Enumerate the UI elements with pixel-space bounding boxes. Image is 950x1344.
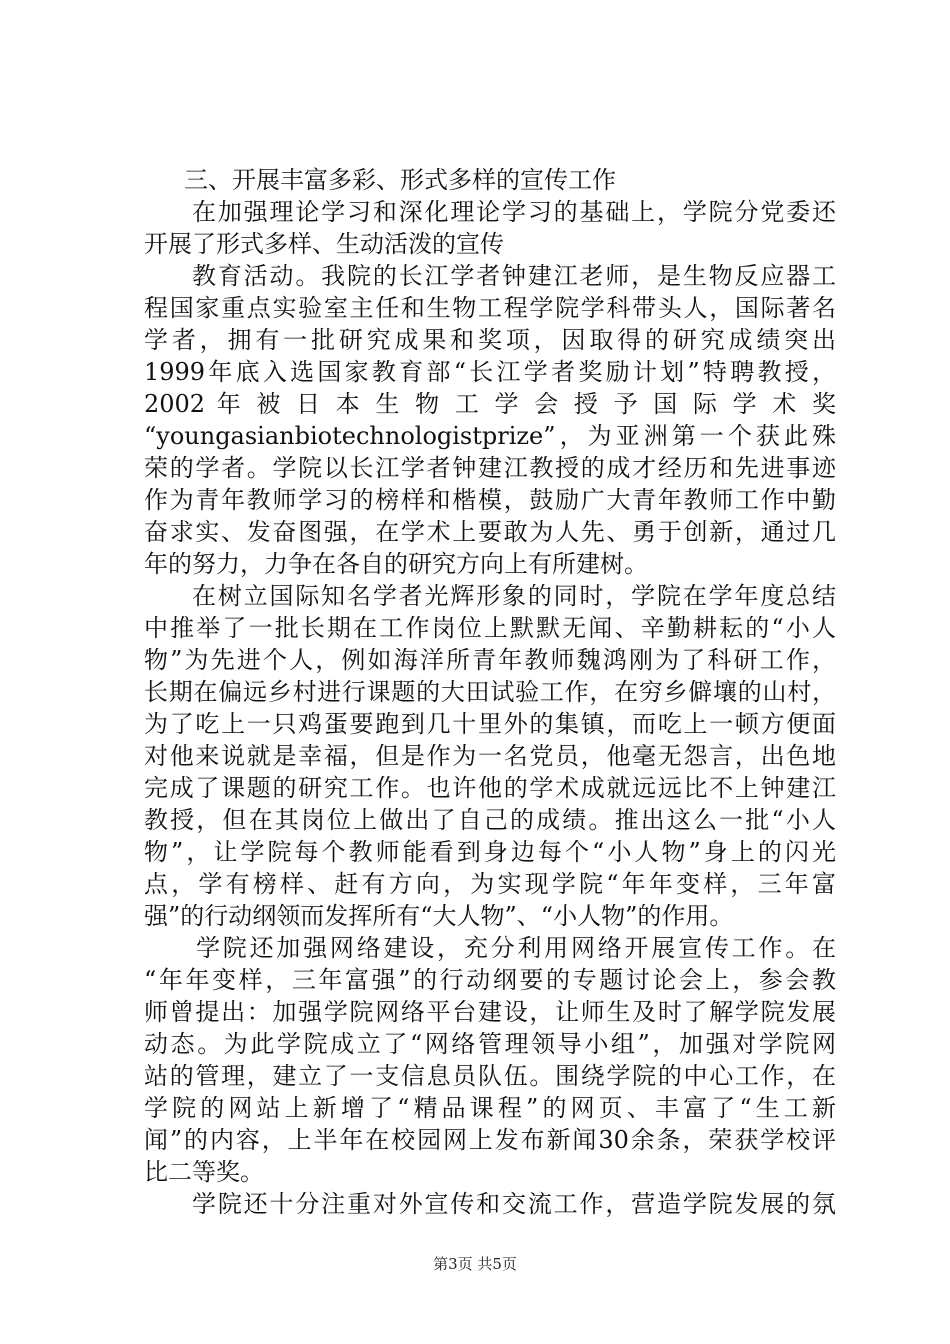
paragraph-line: 长期在偏远乡村进行课题的大田试验工作，在穷乡僻壤的山村， (144, 678, 836, 706)
paragraph-line: 为了吃上一只鸡蛋要跑到几十里外的集镇，而吃上一顿方便面 (144, 710, 836, 738)
paragraph-line: 动态。为此学院成立了“网络管理领导小组”，加强对学院网 (144, 1030, 836, 1058)
paragraph-line: 物”为先进个人，例如海洋所青年教师魏鸿刚为了科研工作， (144, 646, 836, 674)
paragraph-line: 学院还加强网络建设，充分利用网络开展宣传工作。在 (196, 934, 836, 962)
paragraph-line: 中推举了一批长期在工作岗位上默默无闻、辛勤耕耘的“小人 (144, 614, 836, 642)
page-footer: 第3页 共5页 (433, 1255, 517, 1273)
paragraph-line: “youngasianbiotechnologistprize”，为亚洲第一个获此殊 (144, 422, 836, 450)
paragraph-line: 比二等奖。 (144, 1158, 264, 1186)
paragraph-line: 学院的网站上新增了“精品课程”的网页、丰富了“生工新 (144, 1094, 836, 1122)
paragraph-line: 完成了课题的研究工作。也许他的学术成就远远比不上钟建江 (144, 774, 836, 802)
paragraph-line: 学院还十分注重对外宣传和交流工作，营造学院发展的氛 (192, 1190, 836, 1218)
paragraph-line: 程国家重点实验室主任和生物工程学院学科带头人，国际著名 (144, 294, 836, 322)
paragraph-line: 点，学有榜样、赶有方向，为实现学院“年年变样，三年富 (144, 870, 836, 898)
paragraph-line: 教育活动。我院的长江学者钟建江老师，是生物反应器工 (192, 262, 836, 290)
paragraph-line: 站的管理，建立了一支信息员队伍。围绕学院的中心工作，在 (144, 1062, 836, 1090)
paragraph-line: 在树立国际知名学者光辉形象的同时，学院在学年度总结 (192, 582, 836, 610)
paragraph-line: 作为青年教师学习的榜样和楷模，鼓励广大青年教师工作中勤 (144, 486, 836, 514)
section-heading: 三、开展丰富多彩、形式多样的宣传工作 (184, 166, 616, 194)
paragraph-line: 开展了形式多样、生动活泼的宣传 (144, 230, 504, 258)
paragraph-line: 教授，但在其岗位上做出了自己的成绩。推出这么一批“小人 (144, 806, 836, 834)
paragraph-line: 闻”的内容，上半年在校园网上发布新闻30余条，荣获学校评 (144, 1126, 836, 1154)
paragraph-line: 对他来说就是幸福，但是作为一名党员，他毫无怨言，出色地 (144, 742, 836, 770)
paragraph-line: 师曾提出：加强学院网络平台建设，让师生及时了解学院发展 (144, 998, 836, 1026)
paragraph-line: 1999年底入选国家教育部“长江学者奖励计划”特聘教授， (144, 358, 836, 386)
paragraph-line: 2002 年 被 日 本 生 物 工 学 会 授 予 国 际 学 术 奖 (144, 390, 836, 418)
paragraph-line: 荣的学者。学院以长江学者钟建江教授的成才经历和先进事迹 (144, 454, 836, 482)
paragraph-line: 强”的行动纲领而发挥所有“大人物”、“小人物”的作用。 (144, 902, 734, 930)
paragraph-line: 年的努力，力争在各自的研究方向上有所建树。 (144, 550, 648, 578)
paragraph-line: 奋求实、发奋图强，在学术上要敢为人先、勇于创新，通过几 (144, 518, 836, 546)
paragraph-line: 物”，让学院每个教师能看到身边每个“小人物”身上的闪光 (144, 838, 836, 866)
paragraph-line: 在加强理论学习和深化理论学习的基础上，学院分党委还 (192, 198, 836, 226)
paragraph-line: “年年变样，三年富强”的行动纲要的专题讨论会上，参会教 (144, 966, 836, 994)
paragraph-line: 学者，拥有一批研究成果和奖项，因取得的研究成绩突出 (144, 326, 836, 354)
